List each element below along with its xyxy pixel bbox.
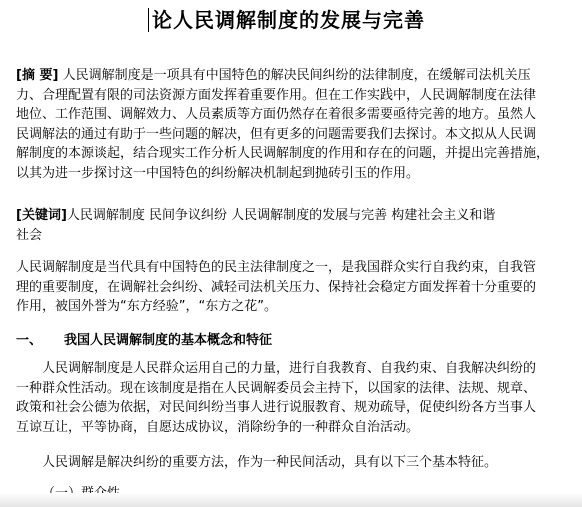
keywords-line: 社会 (16, 227, 43, 243)
section-heading (16, 331, 572, 351)
body-line: 人民调解是解决纠纷的重要方法，作为一种民间活动，具有以下三个基本特征。 (42, 455, 498, 470)
abstract-line: 力、合理配置有限的司法资源方面发挥着重要作用。但在工作实践中，人民调解制度在法律 (16, 87, 537, 103)
page-bottom-shadow (0, 493, 582, 507)
abstract-line: 以其为进一步探讨这一中国特色的纠纷解决机制起到抛砖引玉的作用。 (16, 165, 420, 181)
section-heading-text: 我国人民调解制度的基本概念和特征 (64, 333, 273, 348)
abstract-paragraph (16, 66, 572, 183)
page-title: 论人民调解制度的发展与完善 (152, 8, 425, 32)
intro-line: 人民调解制度是当代具有中国特色的民主法律制度之一，是我国群众实行自我约束，自我管 (16, 260, 537, 275)
keywords-label: [关键词] (16, 208, 67, 223)
body-line: 人民调解制度是人民群众运用自己的力量，进行自我教育、自我约束、自我解决纠纷的 (42, 361, 537, 376)
body-line: 政策和社会公德为依据，对民间纠纷当事人进行说服教育、规劝疏导，促使纠纷各方当事人 (16, 400, 537, 415)
text-cursor (148, 8, 149, 32)
intro-line: 作用，被国外誉为“东方经验”，“东方之花”。 (16, 299, 277, 314)
body-line: 一种群众性活动。现在该制度是指在人民调解委员会主持下，以国家的法律、法规、规章、 (16, 380, 537, 396)
abstract-line: 地位、工作范围、调解效力、人员素质等方面仍然存在着很多需要亟待完善的地方。虽然人 (16, 107, 537, 122)
body-paragraph (16, 359, 572, 437)
abstract-line: 人民调解制度是一项具有中国特色的解决民间纠纷的法律制度，在缓解司法机关压 (62, 68, 531, 83)
abstract-label: [摘 要] (16, 68, 59, 83)
section-number: 一、 (16, 333, 43, 348)
body-line: 互谅互让，平等协商，自愿达成协议，消除纷争的一种群众自治活动。 (16, 419, 420, 435)
intro-paragraph (16, 258, 572, 317)
intro-line: 理的重要制度，在调解社会纠纷、减轻司法机关压力、保持社会稳定方面发挥着十分重要的 (16, 279, 537, 295)
abstract-line: 民调解法的通过有助于一些问题的解决，但有更多的问题需要我们去探讨。本文拟从人民调 (16, 126, 537, 142)
body-paragraph (16, 453, 572, 473)
abstract-line: 解制度的本源谈起，结合现实工作分析人民调解制度的作用和存在的问题，并提出完善措施， (16, 146, 550, 161)
keywords-line: 人民调解制度 民间争议纠纷 人民调解制度的发展与完善 构建社会主义和谐 (66, 208, 496, 223)
keywords-paragraph (16, 206, 572, 245)
